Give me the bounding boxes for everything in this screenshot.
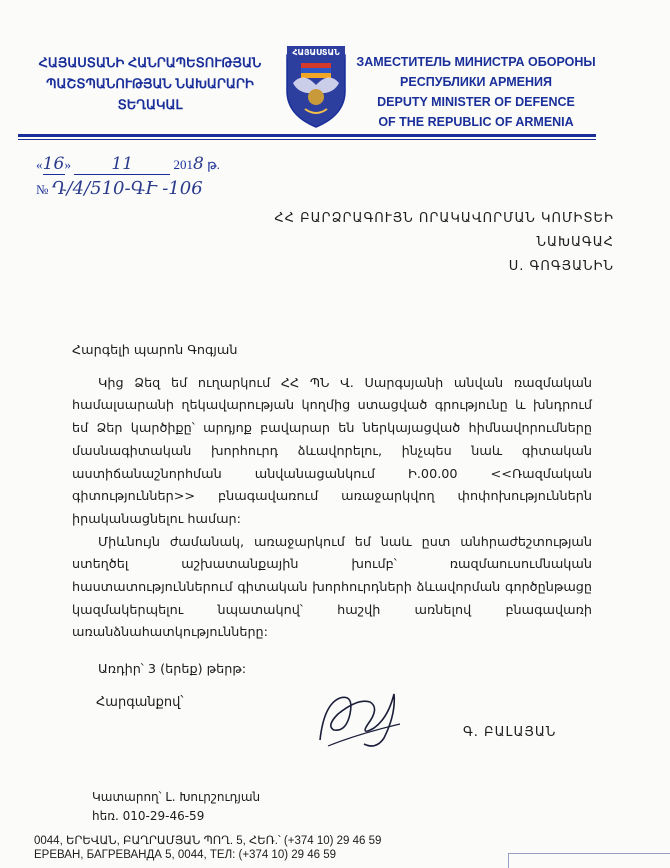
stamp-edge [508, 853, 670, 868]
executor-phone: հեռ. 010-29-46-59 [92, 809, 205, 823]
executor-info [92, 788, 260, 826]
letterhead-armenian-line-2: ՊԱՇՏՊԱՆՈՒԹՅԱՆ ՆԱԽԱՐԱՐԻ [46, 76, 254, 91]
letterhead-foreign-line-1: ЗАМЕСТИТЕЛЬ МИНИСТРА ОБОРОНЫ [356, 55, 596, 69]
handwritten-signature [310, 684, 406, 756]
ministry-emblem-icon [283, 43, 349, 129]
emblem-text: ՀԱՅԱՍՏԱՆ [292, 48, 340, 57]
date-day: 16 [42, 154, 65, 174]
recipient-block [214, 207, 614, 279]
letter-date [36, 154, 220, 175]
letterhead-armenian-line-3: ՏԵՂԱԿԱԼ [117, 97, 183, 112]
recipient-title: ՀՀ ԲԱՐՁՐԱԳՈՒՅՆ ՈՐԱԿԱՎՈՐՄԱՆ ԿՈՄԻՏԵԻ ՆԱԽԱԳԱՀ [274, 211, 614, 250]
attachment-note: Առդիր՝ 3 (երեք) թերթ: [98, 662, 247, 678]
date-open-quote: « [36, 157, 43, 172]
salutation: Հարգելի պարոն Գոգյան [72, 343, 238, 358]
letterhead-armenian [18, 52, 282, 115]
footer-address-armenian: 0044, ԵՐԵՎԱՆ, ԲԱՂՐԱՄՅԱՆ ՊՈՂ. 5, ՀԵՌ.՝ (+374 10) 29 46 59 [34, 835, 382, 847]
letterhead-armenian-line-1: ՀԱՅԱՍՏԱՆԻ ՀԱՆՐԱՊԵՏՈՒԹՅԱՆ [38, 55, 262, 70]
letter-body [72, 340, 592, 682]
paragraph-1: Կից Ձեզ եմ ուղարկում ՀՀ ՊՆ Վ. Սարգսյանի անվան ռազմական համալսարանի ղեկավարության կողմից ստացված գրությունը և խնդրում եմ Ձեր կարծիքը՝ արդյոք բավարար են ներկայացված հիմնավորումները մասնագիտական խորհուրդ ձևավորելու, ինչպես նաև գիտական աստիճանաշնորհման անվանացանկում Ի.00.00 <<Ռազմական գիտություններ>> բնագավառում առաջարկվող փոփոխություններն իրականացնելու համար: [72, 375, 592, 527]
letterhead-foreign [356, 52, 596, 132]
date-month: 11 [111, 154, 134, 174]
date-year-digit: 8 [193, 154, 204, 174]
letterhead-divider-thick [18, 134, 596, 137]
date-year-prefix: 201 [173, 157, 193, 172]
letterhead-foreign-line-3: DEPUTY MINISTER OF DEFENCE [377, 95, 575, 109]
letterhead-divider-thin [18, 139, 596, 140]
footer-address-russian: ЕРЕВАН, БАГРЕВАНДА 5, 0044, ТЕЛ: (+374 10) 29 46 59 [34, 849, 337, 861]
letterhead-foreign-line-2: РЕСПУБЛИКИ АРМЕНИЯ [400, 75, 552, 89]
letterhead-foreign-line-4: OF THE REPUBLIC OF ARMENIA [378, 115, 574, 129]
number-label: № [36, 182, 49, 197]
paragraph-2: Միևնույն ժամանակ, առաջարկում եմ նաև ըստ անհրաժեշտության ստեղծել աշխատանքային խումբ՝ ռազմաուսումնական հաստատություններում գիտական խորհուրդների ձևավորման գործընթացը կազմակերպելու նպատակով՝ հաշվի առնելով բնագավառի առանձնահատկությունները: [72, 534, 592, 641]
number-value: Դ/4/510-ԳՒ -106 [51, 178, 203, 199]
footer-address [34, 834, 381, 862]
signer-name: Գ. ԲԱԼԱՅԱՆ [463, 725, 557, 740]
date-close-quote: » [64, 157, 71, 172]
executor-name: Կատարող՝ Լ. Խուրշուդյան [92, 790, 261, 804]
sign-off: Հարգանքով՝ [96, 695, 184, 710]
recipient-name: Ս. ԳՈԳՅԱՆԻՆ [508, 259, 614, 274]
date-year-suffix: թ. [207, 157, 220, 172]
letter-number [36, 178, 203, 199]
